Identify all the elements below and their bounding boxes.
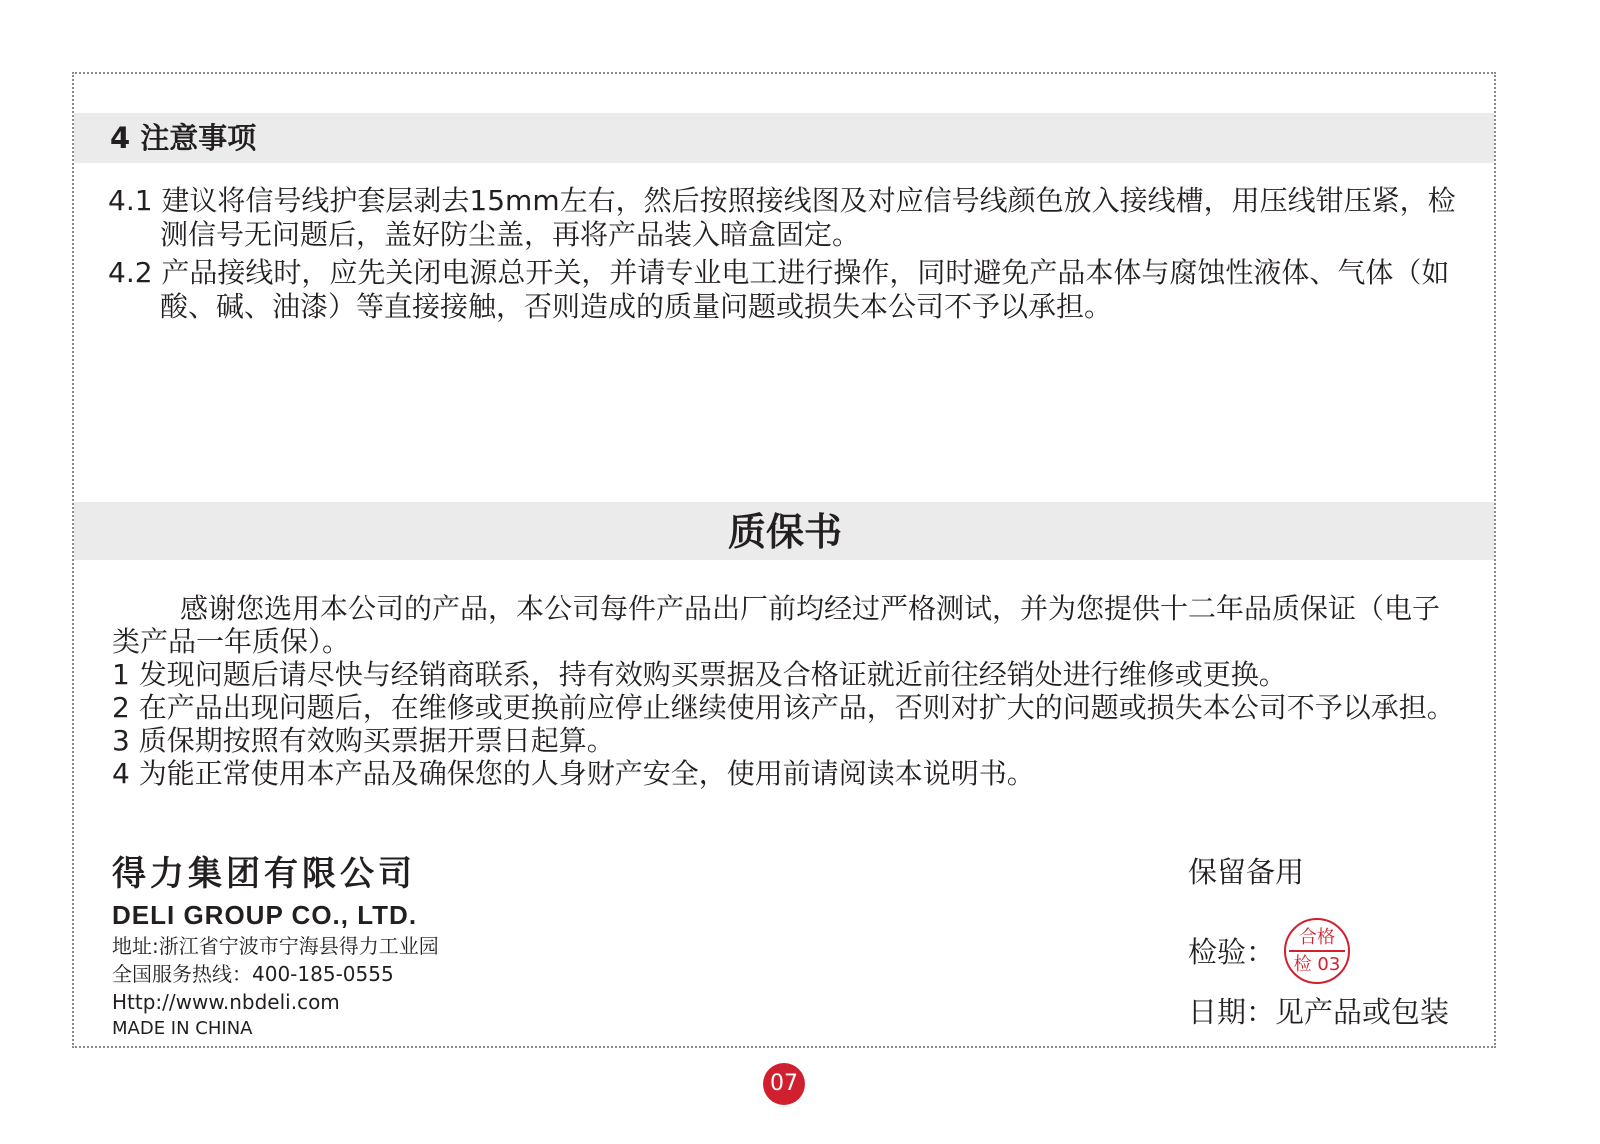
- stamp-divider: [1289, 950, 1345, 952]
- note-item-4-2: 4.2 产品接线时，应先关闭电源总开关，并请专业电工进行操作，同时避免产品本体与腐蚀性液体、气体（如酸、碱、油漆）等直接接触，否则造成的质量问题或损失本公司不予以承担。: [108, 256, 1450, 323]
- warranty-item-2: 2 在产品出现问题后，在维修或更换前应停止继续使用该产品，否则对扩大的问题或损失本公司不予以承担。: [112, 691, 1455, 724]
- company-hotline: 全国服务热线：400-185-0555: [112, 962, 394, 986]
- company-name-cn: 得力集团有限公司: [112, 854, 416, 894]
- stamp-bottom-text: 检 03: [1293, 954, 1341, 975]
- company-website: Http://www.nbdeli.com: [112, 990, 340, 1014]
- warranty-item-1: 1 发现问题后请尽快与经销商联系，持有效购买票据及合格证就近前往经销处进行维修或更换。: [112, 658, 1287, 691]
- notes-list: [108, 184, 1468, 328]
- inspection-label: 检验：: [1188, 935, 1276, 969]
- section-heading: 4 注意事项: [110, 121, 257, 155]
- note-item-4-1: 4.1 建议将信号线护套层剥去15mm左右，然后按照接线图及对应信号线颜色放入接线槽，用压线钳压紧，检测信号无问题后，盖好防尘盖，再将产品装入暗盒固定。: [108, 184, 1456, 251]
- warranty-title: 质保书: [727, 510, 842, 554]
- stamp-top-text: 合格: [1299, 927, 1335, 948]
- warranty-item-3: 3 质保期按照有效购买票据开票日起算。: [112, 724, 615, 757]
- company-address: 地址:浙江省宁波市宁海县得力工业园: [112, 934, 439, 958]
- date-label: 日期：见产品或包装: [1188, 995, 1450, 1029]
- reserve-label: 保留备用: [1188, 855, 1305, 889]
- company-origin: MADE IN CHINA: [112, 1018, 253, 1039]
- warranty-item-4: 4 为能正常使用本产品及确保您的人身财产安全，使用前请阅读本说明书。: [112, 757, 1035, 790]
- warranty-intro: 感谢您选用本公司的产品，本公司每件产品出厂前均经过严格测试，并为您提供十二年品质保证（电子类产品一年质保）。: [112, 592, 1441, 658]
- section-heading-band: [74, 113, 1494, 163]
- warranty-body: [112, 592, 1464, 790]
- company-info: [112, 852, 439, 1042]
- company-name-en: DELI GROUP CO., LTD.: [112, 900, 418, 930]
- page-number-badge: 07: [763, 1063, 805, 1105]
- qualified-stamp: [1284, 918, 1350, 984]
